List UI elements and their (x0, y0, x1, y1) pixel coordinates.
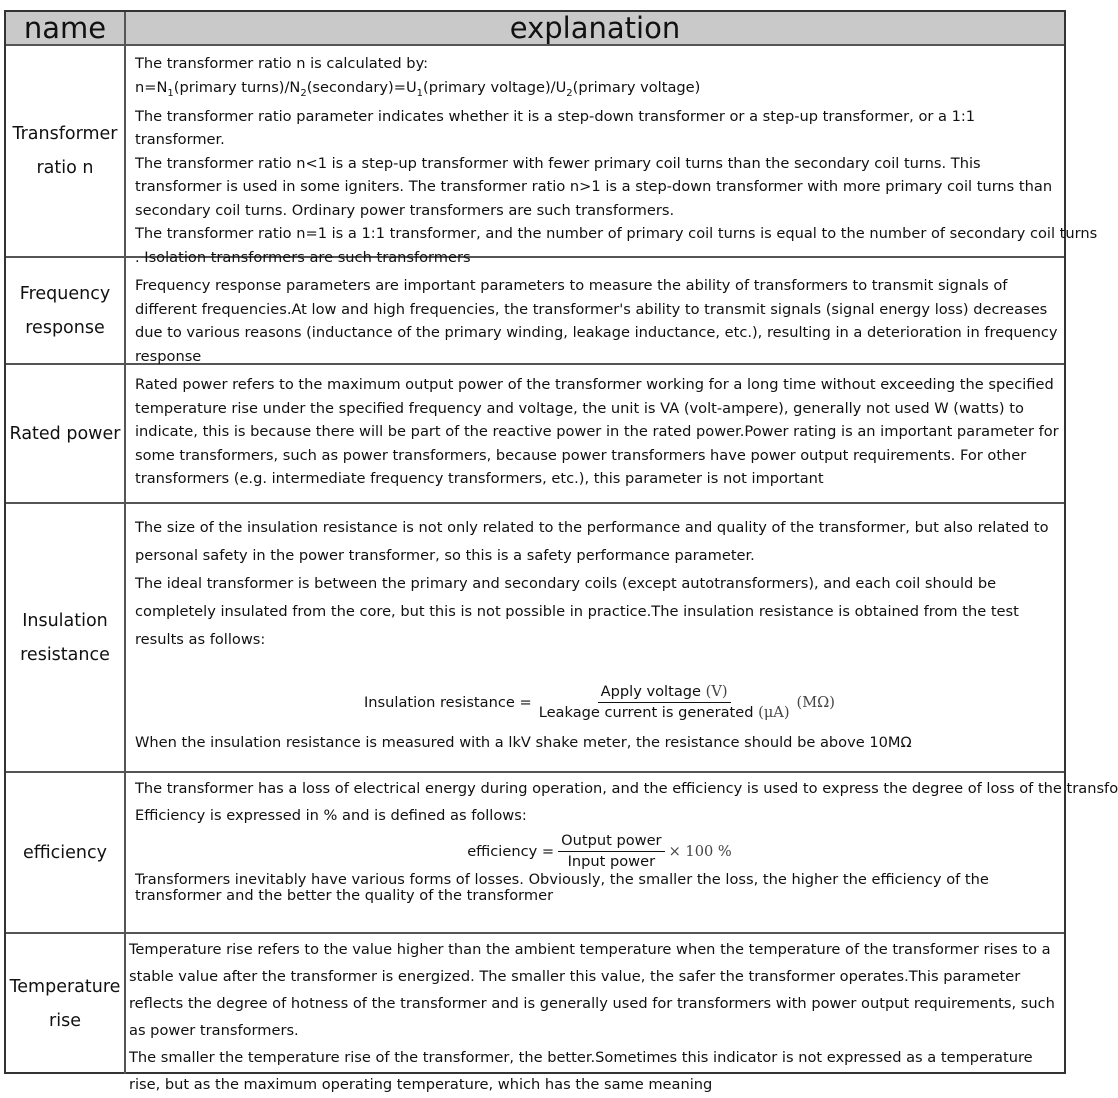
table-header (6, 12, 1064, 46)
row-name: Frequency response (6, 258, 126, 363)
efficiency-formula: efficiency = $\frac{\text{Output power}}{\text{Input power}}$ × 100 % (467, 832, 732, 870)
row-explanation (126, 365, 1064, 502)
row-explanation (126, 504, 1064, 771)
text-line: The transformer ratio n<1 is a step-up transformer with fewer primary coil turns than the secondary coil turns. This transformer is used in some igniters. The transformer ratio n>1 is a step-down transformer with more primary coil turns than secondary coil turns. Ordinary power transformers are such transformers. (135, 154, 1053, 219)
row-name: efficiency (6, 773, 126, 932)
formula-fraction: $\frac{\text{Output power}}{\text{Input power}}$ (558, 831, 664, 872)
row-name: Insulation resistance (6, 504, 126, 771)
table-row-efficiency (6, 773, 1118, 934)
text-line: The transformer ratio n is calculated by: (135, 55, 429, 72)
text-line: The size of the insulation resistance is not only related to the performance and quality of the transformer, but also related to personal safety in the power transformer, so this is a safety performance parameter. (135, 519, 1049, 564)
ratio-formula: $n=N_1(primary$ $turns)/N_2(secondary)=U_1(primary$ $voltage)/U_2(primary$ voltage) (135, 78, 701, 99)
text-line: The transformer has a loss of electrical energy during operation, and the efficiency is used to express the degree of loss of the transfo (135, 780, 1118, 797)
row-explanation (126, 258, 1064, 363)
text-line: The ideal transformer is between the primary and secondary coils (except autotransformers), and each coil should be completely insulated from the core, but this is not possible in practice.The insulation resistance is obtained from the test results as follows: (135, 575, 1019, 648)
row-name: Rated power (6, 365, 126, 502)
text-line: The smaller the temperature rise of the transformer, the better.Sometimes this indicator is not expressed as a temperature rise, but as the maximum operating temperature, which has the same meaning (129, 1049, 1033, 1093)
table-row-temperature-rise (6, 934, 1064, 1093)
formula-fraction: $\frac{\text{Apply voltage (V)}}{\text{Leakage current is generated (μA)}}$ (538, 683, 790, 721)
table-row-rated-power (6, 365, 1064, 504)
text-line: Frequency response parameters are important parameters to measure the ability of transformers to transmit signals of different frequencies.At low and high frequencies, the transformer's ability to transmit signals (signal energy loss) decreases due to various reasons (inductance of the primary winding, leakage inductance, etc.), resulting in a deterioration in frequency response (135, 277, 1058, 365)
header-explanation: explanation (509, 11, 681, 45)
text-line: When the insulation resistance is measured with a lkV shake meter, the resistance should be above 10MΩ (135, 734, 912, 751)
parameter-table (4, 10, 1118, 1093)
text-line: The transformer ratio n=1 is a 1:1 transformer, and the number of primary coil turns is equal to the number of secondary coil turns (135, 225, 1098, 243)
insulation-formula: Insulation resistance = $\frac{\text{Apply voltage (V)}}{\text{Leakage current is generated (μA)}}$ (MΩ) (364, 683, 835, 721)
table-row-frequency-response (6, 258, 1064, 365)
table-row-transformer-ratio (6, 46, 1098, 266)
table-row-insulation-resistance (6, 504, 1064, 773)
text-line: The transformer ratio parameter indicates whether it is a step-down transformer or a step-up transformer, or a 1:1 transformer. (135, 107, 976, 149)
row-explanation (126, 46, 1098, 266)
text-line: . Isolation transformers are such transformers (135, 248, 471, 266)
text-line: Efficiency is expressed in % and is defined as follows: (135, 807, 527, 824)
row-name: Temperature rise (6, 934, 126, 1074)
row-explanation (126, 934, 1064, 1093)
text-line: Rated power refers to the maximum output power of the transformer working for a long time without exceeding the specified temperature rise under the specified frequency and voltage, the unit is VA (volt-ampere), generally not used W (watts) to indicate, this is because there will be part of the reactive power in the rated power.Power rating is an important parameter for some transformers, such as power transformers, because power transformers have power output requirements. For other transformers (e.g. intermediate frequency transformers, etc.), this parameter is not important (135, 376, 1059, 487)
text-line: Transformers inevitably have various forms of losses. Obviously, the smaller the loss, the higher the efficiency of the transformer and the better the quality of the transformer (135, 871, 989, 904)
header-name: name (6, 12, 126, 44)
row-name: Transformer ratio n (6, 46, 126, 256)
text-line: Temperature rise refers to the value higher than the ambient temperature when the temperature of the transformer rises to a stable value after the transformer is energized. The smaller this value, the safer the transformer operates.This parameter reflects the degree of hotness of the transformer and is generally used for transformers with power output requirements, such as power transformers. (129, 941, 1055, 1039)
row-explanation (126, 773, 1118, 932)
